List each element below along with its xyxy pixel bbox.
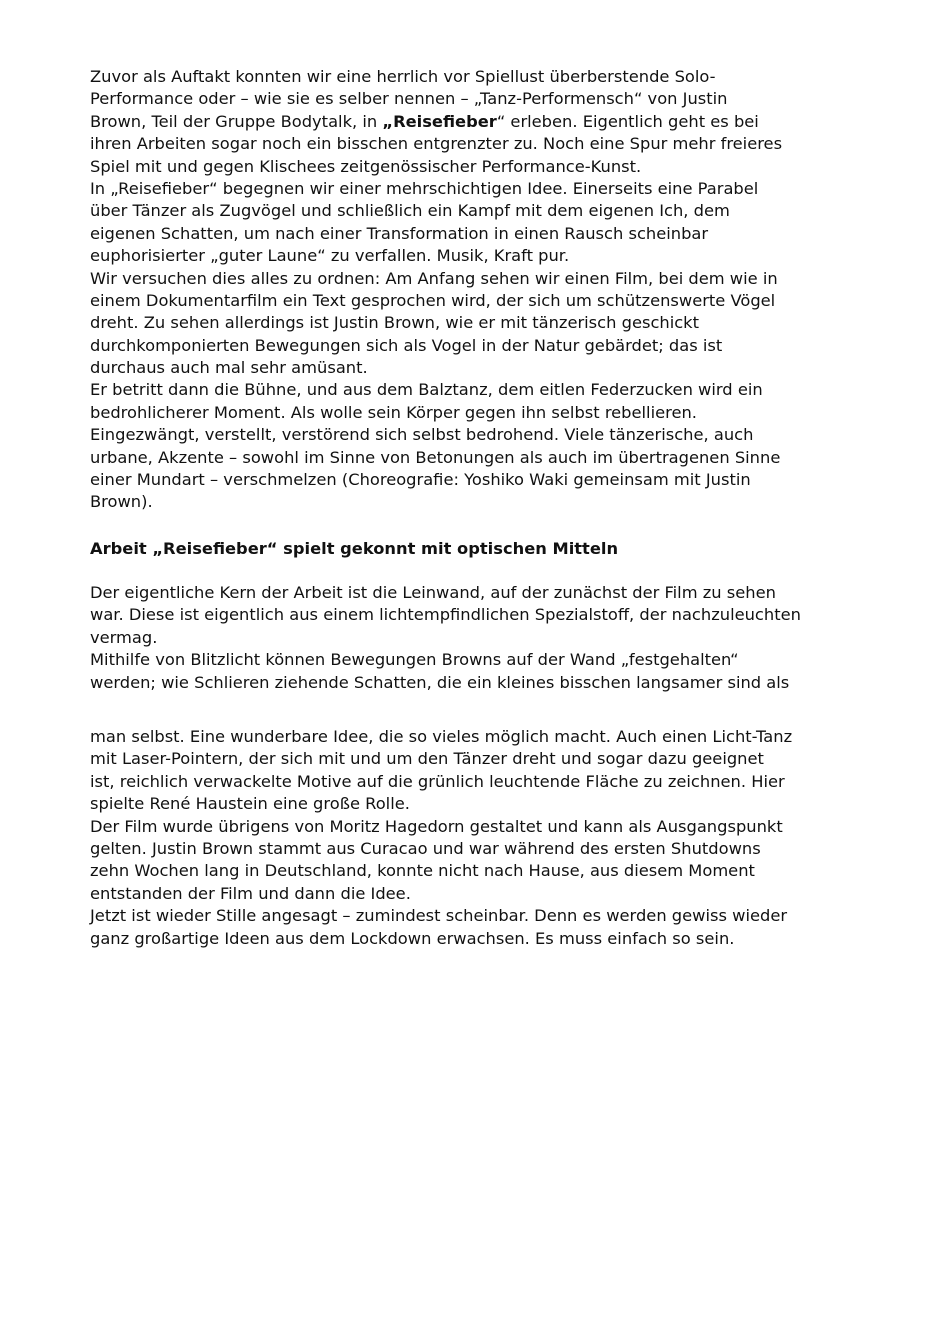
- text-line: eigenen Schatten, um nach einer Transformation in einen Rausch scheinbar: [90, 223, 709, 243]
- text-line: In „Reisefieber“ begegnen wir einer mehrschichtigen Idee. Einerseits eine Parabel: [90, 178, 759, 198]
- text-line: urbane, Akzente – sowohl im Sinne von Betonungen als auch im übertragenen Sinne: [90, 447, 781, 467]
- text-line: Eingezwängt, verstellt, verstörend sich selbst bedrohend. Viele tänzerische, auch: [90, 425, 754, 445]
- text-line-with-title: [90, 111, 865, 133]
- text-line: bedrohlicherer Moment. Als wolle sein Körper gegen ihn selbst rebellieren.: [90, 402, 697, 422]
- text-line: über Tänzer als Zugvögel und schließlich ein Kampf mit dem eigenen Ich, dem: [90, 201, 730, 221]
- section-heading: Arbeit „Reisefieber“ spielt gekonnt mit optischen Mitteln: [90, 539, 619, 558]
- text-line: Wir versuchen dies alles zu ordnen: Am Anfang sehen wir einen Film, bei dem wie in: [90, 268, 778, 288]
- article-body-part-1: [90, 66, 865, 514]
- article-body-part-3: [90, 726, 865, 950]
- text-line: Zuvor als Auftakt konnten wir eine herrlich vor Spiellust überberstende Solo-: [90, 67, 716, 86]
- text-line: dreht. Zu sehen allerdings ist Justin Brown, wie er mit tänzerisch geschickt: [90, 313, 699, 333]
- text-fragment: Brown, Teil der Gruppe Bodytalk, in: [90, 111, 383, 131]
- text-line: mit Laser-Pointern, der sich mit und um den Tänzer dreht und sogar dazu geeignet: [90, 749, 764, 769]
- text-line: war. Diese ist eigentlich aus einem lichtempfindlichen Spezialstoff, der nachzuleuchten: [90, 605, 801, 625]
- text-line: entstanden der Film und dann die Idee.: [90, 883, 411, 903]
- text-line: einer Mundart – verschmelzen (Choreografie: Yoshiko Waki gemeinsam mit Justin: [90, 470, 751, 490]
- text-line: Jetzt ist wieder Stille angesagt – zumindest scheinbar. Denn es werden gewiss wieder: [90, 906, 788, 926]
- text-line: gelten. Justin Brown stammt aus Curacao und war während des ersten Shutdowns: [90, 838, 761, 858]
- text-line: Der eigentliche Kern der Arbeit ist die Leinwand, auf der zunächst der Film zu sehen: [90, 583, 776, 602]
- text-line: zehn Wochen lang in Deutschland, konnte nicht nach Hause, aus diesem Moment: [90, 861, 755, 881]
- text-line: euphorisierter „guter Laune“ zu verfallen. Musik, Kraft pur.: [90, 246, 570, 266]
- text-line: einem Dokumentarfilm ein Text gesprochen wird, der sich um schützenswerte Vögel: [90, 290, 776, 310]
- text-line: spielte René Haustein eine große Rolle.: [90, 794, 410, 814]
- bold-title: „Reisefieber: [382, 111, 497, 131]
- article-body-part-2: [90, 582, 865, 694]
- text-line: Performance oder – wie sie es selber nennen – „Tanz-Performensch“ von Justin: [90, 89, 728, 109]
- text-line: Mithilfe von Blitzlicht können Bewegungen Browns auf der Wand „festgehalten“: [90, 650, 739, 670]
- text-line: durchaus auch mal sehr amüsant.: [90, 358, 368, 378]
- text-line: werden; wie Schlieren ziehende Schatten, die ein kleines bisschen langsamer sind als: [90, 672, 790, 692]
- text-line: vermag.: [90, 627, 158, 647]
- text-line: ist, reichlich verwackelte Motive auf die grünlich leuchtende Fläche zu zeichnen. Hier: [90, 771, 785, 791]
- text-line: Er betritt dann die Bühne, und aus dem Balztanz, dem eitlen Federzucken wird ein: [90, 380, 763, 400]
- text-line: Spiel mit und gegen Klischees zeitgenössischer Performance-Kunst.: [90, 156, 642, 176]
- text-line: Brown).: [90, 492, 153, 512]
- text-line: ganz großartige Ideen aus dem Lockdown erwachsen. Es muss einfach so sein.: [90, 928, 735, 948]
- text-line: man selbst. Eine wunderbare Idee, die so vieles möglich macht. Auch einen Licht-Tanz: [90, 727, 793, 746]
- text-line: ihren Arbeiten sogar noch ein bisschen entgrenzter zu. Noch eine Spur mehr freieres: [90, 134, 783, 154]
- text-line: durchkomponierten Bewegungen sich als Vogel in der Natur gebärdet; das ist: [90, 335, 723, 355]
- section-heading-block: [90, 538, 865, 560]
- text-fragment: “ erleben. Eigentlich geht es bei: [496, 111, 759, 131]
- text-line: Der Film wurde übrigens von Moritz Hagedorn gestaltet und kann als Ausgangspunkt: [90, 816, 783, 836]
